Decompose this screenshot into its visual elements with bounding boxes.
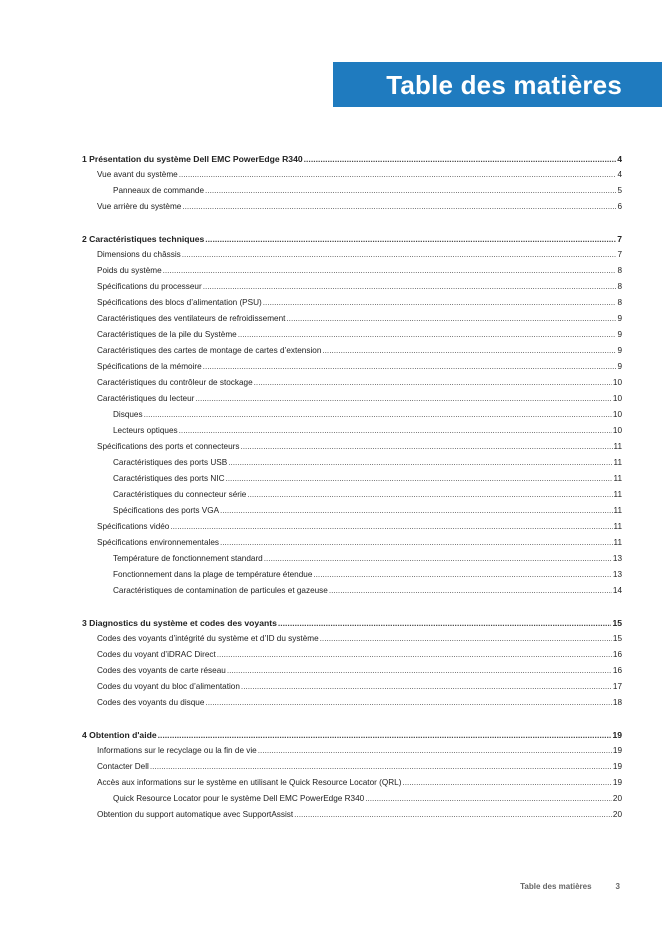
dot-leader [203,279,617,295]
toc-entry-page: 15 [612,618,622,628]
toc-entry[interactable] [82,391,622,407]
toc-entry-page: 14 [612,586,622,595]
toc-entry-page: 20 [612,794,622,803]
toc-entry-page: 11 [613,458,622,467]
toc-entry-page: 9 [617,362,622,371]
toc-entry[interactable] [82,807,622,823]
dot-leader [163,263,617,279]
table-of-contents [82,151,622,823]
toc-entry[interactable] [82,375,622,391]
dot-leader [294,807,612,823]
dot-leader [205,183,616,199]
dot-leader [182,247,617,263]
dot-leader [241,679,612,695]
toc-entry[interactable] [82,647,622,663]
dot-leader [278,615,612,631]
toc-entry-page: 16 [612,650,622,659]
dot-leader [203,359,617,375]
toc-entry[interactable] [82,279,622,295]
toc-entry[interactable] [82,535,622,551]
dot-leader [320,631,612,647]
toc-entry-label: Caractéristiques du contrôleur de stockage [97,378,253,387]
dot-leader [182,199,616,215]
toc-entry-page: 11 [613,442,622,451]
toc-entry-page: 11 [613,538,622,547]
toc-entry-page: 19 [612,762,622,771]
dot-leader [144,407,612,423]
dot-leader [217,647,612,663]
page-footer [520,882,620,891]
toc-spacer [82,215,622,231]
toc-entry-page: 19 [612,778,622,787]
toc-entry-page: 6 [617,202,622,211]
toc-entry-label: Accès aux informations sur le système en utilisant le Quick Resource Locator (QRL) [97,778,402,787]
toc-entry-page: 19 [612,746,622,755]
title-banner [333,62,662,107]
toc-entry-page: 7 [617,234,622,244]
toc-entry-label: Caractéristiques des ports NIC [113,474,225,483]
toc-entry-page: 17 [612,682,622,691]
toc-entry[interactable] [82,551,622,567]
dot-leader [227,663,612,679]
toc-entry[interactable] [82,471,622,487]
toc-entry-page: 10 [612,394,622,403]
toc-entry-page: 19 [612,730,622,740]
toc-chapter-entry[interactable] [82,151,622,167]
toc-entry-label: Spécifications des ports et connecteurs [97,442,240,451]
toc-entry-page: 8 [617,298,622,307]
toc-entry-page: 13 [612,554,622,563]
toc-entry[interactable] [82,775,622,791]
footer-section-title: Table des matières [520,882,592,891]
toc-entry[interactable] [82,455,622,471]
toc-entry[interactable] [82,343,622,359]
toc-entry-label: Caractéristiques de contamination de particules et gazeuse [113,586,328,595]
toc-entry-label: Codes du voyant d’iDRAC Direct [97,650,216,659]
toc-entry[interactable] [82,327,622,343]
toc-spacer [82,599,622,615]
toc-entry-label: 2 Caractéristiques techniques [82,234,205,244]
toc-entry[interactable] [82,583,622,599]
toc-entry-page: 11 [613,522,622,531]
dot-leader [238,327,617,343]
toc-entry-label: 1 Présentation du système Dell EMC PowerEdge R340 [82,154,303,164]
toc-entry[interactable] [82,359,622,375]
dot-leader [150,759,612,775]
toc-entry-label: Vue arrière du système [97,202,182,211]
toc-entry-label: Spécifications du processeur [97,282,202,291]
toc-entry-label: Caractéristiques des ventilateurs de refroidissement [97,314,286,323]
toc-entry-label: Codes des voyants d’intégrité du système et d’ID du système [97,634,319,643]
toc-entry-label: Vue avant du système [97,170,178,179]
toc-entry-label: Caractéristiques des ports USB [113,458,228,467]
toc-entry-label: 4 Obtention d'aide [82,730,157,740]
toc-entry-page: 16 [612,666,622,675]
dot-leader [220,503,612,519]
dot-leader [258,743,612,759]
dot-leader [195,391,612,407]
dot-leader [240,439,612,455]
toc-chapter-entry[interactable] [82,727,622,743]
toc-entry-label: Informations sur le recyclage ou la fin de vie [97,746,257,755]
toc-entry[interactable] [82,183,622,199]
dot-leader [220,535,613,551]
toc-entry-label: Spécifications environnementales [97,538,219,547]
toc-entry-label: Contacter Dell [97,762,149,771]
toc-entry[interactable] [82,695,622,711]
toc-entry[interactable] [82,759,622,775]
toc-entry-label: Quick Resource Locator pour le système Dell EMC PowerEdge R340 [113,794,365,803]
dot-leader [365,791,612,807]
dot-leader [313,567,612,583]
toc-entry[interactable] [82,263,622,279]
toc-entry-page: 15 [612,634,622,643]
toc-entry-label: Spécifications des blocs d’alimentation (PSU) [97,298,262,307]
toc-entry-page: 9 [617,330,622,339]
toc-entry[interactable] [82,679,622,695]
toc-entry-page: 9 [617,314,622,323]
toc-entry[interactable] [82,567,622,583]
dot-leader [170,519,612,535]
toc-entry-page: 11 [613,506,622,515]
toc-entry-page: 4 [617,170,622,179]
toc-entry-label: Codes du voyant du bloc d’alimentation [97,682,240,691]
dot-leader [263,295,617,311]
dot-leader [247,487,612,503]
toc-entry-label: Spécifications vidéo [97,522,170,531]
toc-entry-page: 5 [617,186,622,195]
dot-leader [329,583,612,599]
dot-leader [179,167,617,183]
dot-leader [205,231,616,247]
toc-entry[interactable] [82,663,622,679]
footer-page-number: 3 [615,882,620,891]
toc-entry[interactable] [82,439,622,455]
toc-entry[interactable] [82,503,622,519]
toc-entry[interactable] [82,247,622,263]
dot-leader [322,343,616,359]
toc-entry-label: Obtention du support automatique avec SupportAssist [97,810,294,819]
toc-entry[interactable] [82,199,622,215]
toc-entry[interactable] [82,631,622,647]
toc-entry-label: Panneaux de commande [113,186,205,195]
toc-entry-label: Fonctionnement dans la plage de température étendue [113,570,313,579]
toc-chapter-entry[interactable] [82,231,622,247]
toc-entry[interactable] [82,167,622,183]
toc-entry-label: Caractéristiques de la pile du Système [97,330,237,339]
toc-entry-page: 8 [617,282,622,291]
toc-entry[interactable] [82,519,622,535]
toc-entry-label: Codes des voyants du disque [97,698,205,707]
dot-leader [158,727,612,743]
toc-entry-page: 13 [612,570,622,579]
toc-entry-label: Dimensions du châssis [97,250,181,259]
dot-leader [254,375,612,391]
dot-leader [402,775,611,791]
page-title: Table des matières [386,70,622,100]
toc-entry-label: Caractéristiques des cartes de montage de cartes d’extension [97,346,322,355]
dot-leader [205,695,611,711]
toc-entry-page: 8 [617,266,622,275]
toc-entry-label: Lecteurs optiques [113,426,178,435]
dot-leader [225,471,612,487]
toc-entry-label: Spécifications des ports VGA [113,506,220,515]
dot-leader [179,423,612,439]
toc-entry-label: Caractéristiques du connecteur série [113,490,247,499]
toc-entry-page: 18 [612,698,622,707]
dot-leader [286,311,616,327]
toc-entry-page: 9 [617,346,622,355]
toc-entry-label: Disques [113,410,143,419]
toc-entry-page: 11 [613,490,622,499]
dot-leader [228,455,612,471]
toc-entry-page: 10 [612,378,622,387]
toc-spacer [82,711,622,727]
toc-entry-page: 4 [617,154,622,164]
toc-entry-label: Caractéristiques du lecteur [97,394,195,403]
toc-entry-page: 11 [613,474,622,483]
toc-entry[interactable] [82,743,622,759]
toc-entry-page: 10 [612,410,622,419]
dot-leader [304,151,617,167]
toc-entry-label: Température de fonctionnement standard [113,554,263,563]
toc-entry-label: 3 Diagnostics du système et codes des voyants [82,618,277,628]
toc-entry-label: Spécifications de la mémoire [97,362,202,371]
toc-entry[interactable] [82,295,622,311]
toc-entry[interactable] [82,423,622,439]
toc-entry-page: 10 [612,426,622,435]
dot-leader [264,551,612,567]
toc-entry[interactable] [82,311,622,327]
toc-entry[interactable] [82,791,622,807]
toc-entry-page: 20 [612,810,622,819]
toc-entry-label: Codes des voyants de carte réseau [97,666,226,675]
toc-entry[interactable] [82,407,622,423]
toc-entry-page: 7 [617,250,622,259]
toc-entry-label: Poids du système [97,266,162,275]
toc-chapter-entry[interactable] [82,615,622,631]
toc-entry[interactable] [82,487,622,503]
